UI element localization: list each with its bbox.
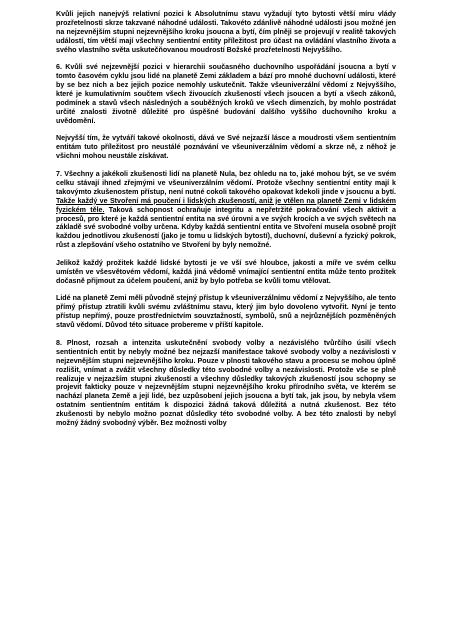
paragraph-6-text: Lidé na planetě Zemi měli původně stejný přístup k všeuniverzálnímu vědomí z Nejvyššího, ale tento přímý přístup ztratili kvůli svému zvláštnímu stavu, který jim bylo dovoleno vytvořit. Nyní je tento přístup nepřímý, pouze prostřednictvím souvztažností, symbolů, snů a nejrůznějších pozměněných stavů vědomí. Důvod této situace probereme v příští kapitole.	[56, 294, 396, 330]
paragraph-5-text: Jelikož každý prožitek každé lidské bytosti je ve vší své hloubce, jakosti a míře ve svém celku umístěn ve všesvětovém vědomí, každá jiná vědomě vnímající sentientní entita může tento prožitek dočasně přijmout za účelem poučení, aniž by bylo potřeba se kvůli tomu vtělovat.	[56, 258, 396, 285]
paragraph-3-text: Nejvyšší tím, že vytváří takové okolnosti, dává ve Své nejzazší lásce a moudrosti všem sentientním entitám tuto příležitost pro neustálé poznávání ve všeuniverzálním vědomí a skrze ně, z něhož je všichni mohou neustále získávat.	[56, 134, 396, 161]
paragraph-4-text-b: Taková schopnost ochraňuje integritu a nepřetržité pokračování všech aktivit a procesů, pro které je každá sentientní entita na své úrovni a ve svých krocích a ve svých světech na základě své svobodné volby určena. Kdyby každá sentientní entita ve Stvoření musela osobně projít každou jednotlivou zkušeností (jako je tomu u lidských bytostí), duchovní, duševní a fyzický pokrok, růst a zlepšování všeho ostatního ve Stvoření by byly nemožné.	[56, 205, 397, 250]
paragraph-6	[56, 294, 396, 330]
paragraph-4-text-a: 7. Všechny a jakékoli zkušenosti lidí na planetě Nula, bez ohledu na to, jaké mohou být, se ve svém celku stávají ihned zřejmými ve všeuniverzálním vědomí. Protože všechny sentientní entity mají k takovýmto zkušenostem přístup, není nutné cokoli takového opakovat kdekoli jinde v jsoucnu a bytí.	[56, 169, 396, 196]
paragraph-7	[56, 339, 396, 428]
paragraph-1	[56, 10, 396, 55]
paragraph-5	[56, 259, 396, 286]
paragraph-3	[56, 134, 396, 161]
paragraph-7-text: 8. Plnost, rozsah a intenzita uskutečnění svobody volby a nezávislého tvůrčího úsilí všech sentientních entit by nebyly možné bez nejzazší manifestace takové svobody volby a nezávislosti v nejzevnějším stupni nejzevnějšího kroku. Pouze v plnosti takového stavu a procesu se mohou úplně rozlišit, vnímat a zvážit všechny důsledky této svobodné volby a nezávislosti. Protože vše se plně realizuje v nejzazším stupni zkušeností a všechny důsledky takových zkušeností jsou schopny se projevit fakticky pouze v nejzevnějším stupni nejzevnějšího kroku přírodního světa, ve kterém se nachází planeta Země a její lidé, bez uzpůsobení jejich jsoucna a bytí tak, jak jsou, by nebyla všem ostatním sentientním entitám k dispozici žádná taková důležitá a nutná zkušenost. Bez této zkušenosti by nebylo možno poznat důsledky této svobodné volby. A bez této znalosti by nebyl možný žádný svobodný výběr. Bez možnosti volby	[56, 338, 396, 428]
paragraph-2	[56, 63, 396, 125]
paragraph-4	[56, 170, 396, 250]
paragraph-4-underlined-sentence: Takže každý ve Stvoření má poučení i lidských zkušeností, aniž je vtělen na planetě Zemi v lidském fyzickém těle.	[56, 196, 396, 214]
paragraph-2-text: 6. Kvůli své nejzevnější pozici v hierarchii současného duchovního uspořádání jsoucna a bytí v tomto časovém cyklu jsou lidé na planetě Zemi základem a bází pro mnohé duchovní události, které by se bez nich a bez jejich pozice nemohly uskutečnit. Takže všeuniverzální vědomí z Nejvyššího, které je kumulativním součtem všech živoucích zkušeností všech jsoucen a bytí a všech zákonů, podmínek a stavů všech následných a souběžných kroků ve všech dimenzích, by mohlo postrádat určité znalosti životně důležité pro úspěšné budování dalšího vyššího duchovního kroku a uvědomění.	[56, 63, 396, 125]
paragraph-1-text: Kvůli jejich nanejvýš relativní pozici k Absolutnímu stavu vyžadují tyto bytosti větší míru vlády prozřetelnosti skrze takzvané náhodné události. Takovéto zdánlivě náhodné události jsou možné jen na nejzevnějším stupni nejzevnějšího kroku jsoucna a bytí, čím plněji se projevují v realitě takových událostí, tím větší mají všechny sentientní entity příležitost pro účast na ovládání vlastního života a svého vlastního světa uskutečňovanou moudrostí Božské prozřetelnosti Nejvyššího.	[56, 10, 396, 54]
